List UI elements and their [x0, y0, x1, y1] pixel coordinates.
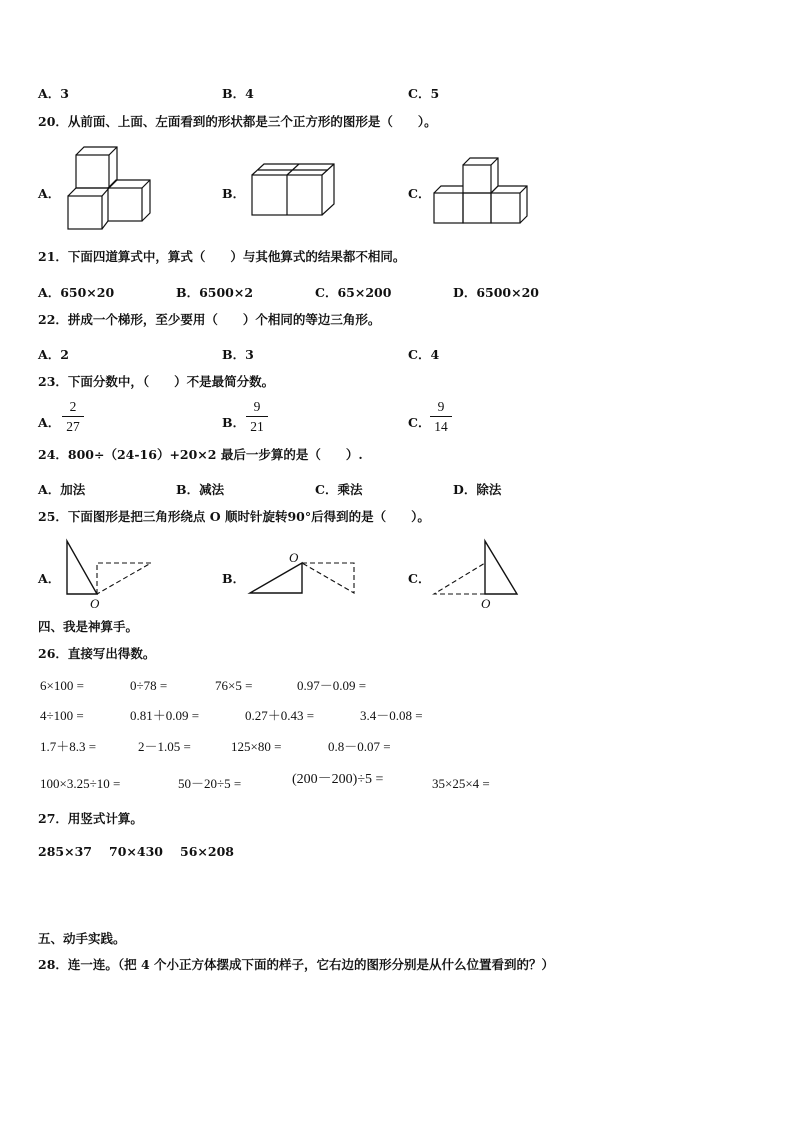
fraction-denominator: 21 — [250, 419, 264, 434]
q22-option-b: B．3 — [222, 347, 254, 362]
q20-option-b: B． — [222, 186, 246, 201]
q21-option-b: B．6500×2 — [176, 285, 254, 300]
q23-option-c-label: C． — [408, 415, 431, 430]
q26-item: 0.97－0.09 = — [297, 678, 367, 693]
q19-option-c: C．5 — [408, 86, 440, 101]
q21-option-c: C．65×200 — [315, 285, 392, 300]
q26-item: 35×25×4 = — [432, 776, 490, 791]
q26-item: 100×3.25÷10 = — [40, 776, 121, 791]
q22-option-c: C．4 — [408, 347, 440, 362]
q22-question: 22．拼成一个梯形，至少要用（ ）个相同的等边三角形。 — [38, 312, 381, 327]
section-5-title: 五、动手实践。 — [38, 931, 126, 946]
q24-option-d: D．除法 — [453, 482, 502, 497]
q26-item: 76×5 = — [215, 678, 253, 693]
fraction-denominator: 27 — [66, 419, 80, 434]
q27-item: 285×37 — [38, 844, 92, 859]
q26-item: 0.27＋0.43 = — [245, 708, 315, 723]
q26-item: 125×80 = — [231, 739, 282, 754]
q26-item: 0÷78 = — [130, 678, 168, 693]
q26-item: 4÷100 = — [40, 708, 84, 723]
q21-option-d: D．6500×20 — [453, 285, 539, 300]
q27-item: 56×208 — [180, 844, 234, 859]
fraction-numerator: 9 — [246, 400, 268, 417]
q24-question: 24．800÷（24-16）+20×2 最后一步算的是（ ）. — [38, 447, 363, 462]
section-4-title: 四、我是神算手。 — [38, 619, 139, 634]
q25-question: 25．下面图形是把三角形绕点 O 顺时针旋转90°后得到的是（ ）。 — [38, 509, 430, 524]
q26-item: 0.81＋0.09 = — [130, 708, 200, 723]
q25-option-b: B． — [222, 571, 246, 586]
q28-question: 28．连一连。（把 4 个小正方体摆成下面的样子，它右边的图形分别是从什么位置看到的？） — [38, 957, 555, 972]
fraction-numerator: 9 — [430, 400, 452, 417]
q24-option-a: A．加法 — [38, 482, 86, 497]
q21-question: 21．下面四道算式中，算式（ ）与其他算式的结果都不相同。 — [38, 249, 406, 264]
q20-question: 20．从前面、上面、左面看到的形状都是三个正方形的图形是（ ）。 — [38, 114, 437, 129]
q23-question: 23．下面分数中，（ ）不是最简分数。 — [38, 374, 275, 389]
q27-item: 70×430 — [109, 844, 163, 859]
fraction-denominator: 14 — [434, 419, 448, 434]
q23-option-a-label: A． — [38, 415, 61, 430]
q26-item: 0.8－0.07 = — [328, 739, 391, 754]
q25-b-point-label: O — [289, 550, 299, 565]
q27-question: 27．用竖式计算。 — [38, 811, 143, 826]
q25-option-c: C． — [408, 571, 431, 586]
q22-option-a: A．2 — [38, 347, 69, 362]
q26-question: 26．直接写出得数。 — [38, 646, 156, 661]
q26-item: 6×100 = — [40, 678, 84, 693]
q26-item: 1.7＋8.3 = — [40, 739, 97, 754]
q26-item: 3.4－0.08 = — [360, 708, 423, 723]
q24-option-b: B．减法 — [176, 482, 225, 497]
q20-option-a: A． — [38, 186, 61, 201]
q20-option-c: C． — [408, 186, 431, 201]
q21-option-a: A．650×20 — [38, 285, 115, 300]
q26-item: (200－200)÷5 = — [292, 772, 384, 787]
q25-option-a: A． — [38, 571, 61, 586]
q26-item: 2－1.05 = — [138, 739, 191, 754]
q19-option-a: A．3 — [38, 86, 69, 101]
q23-option-b-label: B． — [222, 415, 246, 430]
q25-c-point-label: O — [481, 596, 491, 611]
q19-option-b: B．4 — [222, 86, 254, 101]
q24-option-c: C．乘法 — [315, 482, 363, 497]
q25-a-point-label: O — [90, 596, 100, 611]
fraction-numerator: 2 — [62, 400, 84, 417]
q26-item: 50－20÷5 = — [178, 776, 242, 791]
